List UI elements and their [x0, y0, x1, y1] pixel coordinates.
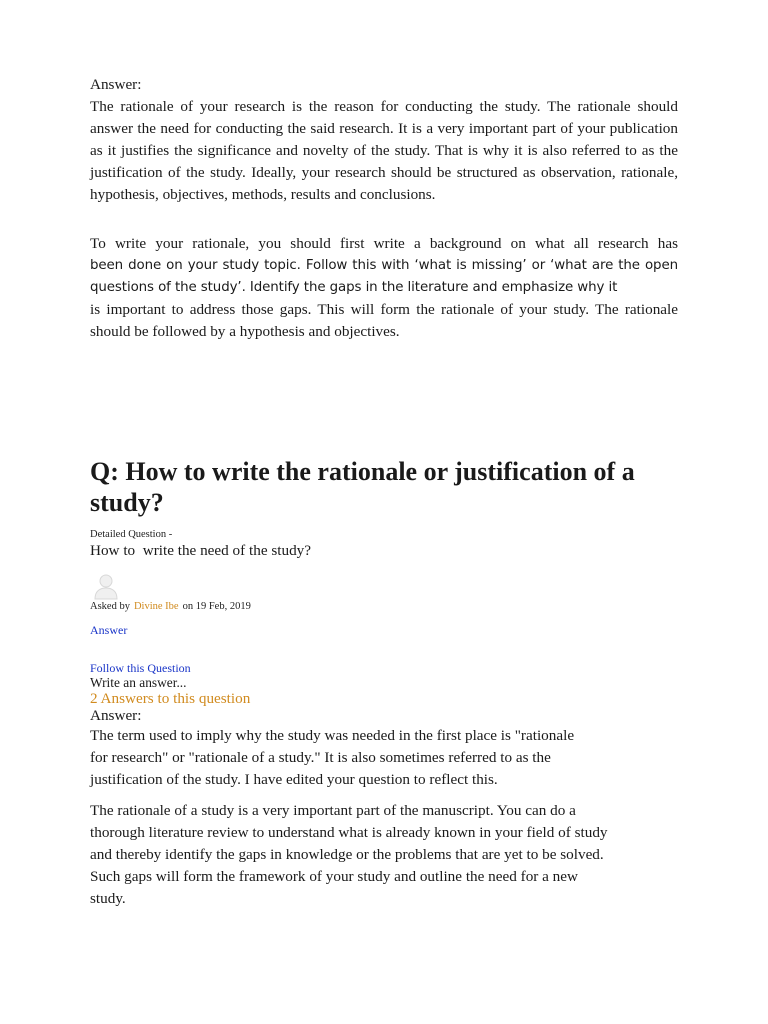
answer-paragraph-1: The rationale of your research is the reason for conducting the study. The rationale should answer the need for conducting the said research. It is a very important part of your publication as it justifies the significance and novelty of the study. That is why it is also referred to as the justification of the study. Ideally, your research should be structured as observation, rationale, hypothesis, objectives, methods, results and conclusions. [90, 98, 678, 203]
follow-question-link[interactable]: Follow this Question [90, 661, 191, 675]
first-answer [90, 74, 678, 206]
author-link[interactable]: Divine Ibe [133, 601, 179, 612]
write-answer-input[interactable]: Write an answer... [90, 675, 187, 690]
answers-count: 2 Answers to this question [90, 690, 251, 707]
asked-by-line [90, 596, 678, 614]
second-answer-paragraph-1 [90, 725, 678, 791]
first-answer-paragraph-2 [90, 233, 678, 343]
second-answer-label-wrap [90, 705, 678, 727]
para2-line-2: thorough literature review to understand what is already known in your field of study [90, 824, 608, 841]
paragraph-2-sans-text: been done on your study topic. Follow this with ‘what is missing’ or ‘what are the open questions of the study’. Identify the gaps in the literature and emphasize why it [90, 258, 678, 295]
answer-link-row [90, 621, 678, 639]
answer-label: Answer: [90, 76, 142, 93]
paragraph-2-line-1: To write your rationale, you should first write a background on what all research has [90, 235, 678, 252]
answer-link[interactable]: Answer [90, 623, 128, 637]
question-actions [90, 661, 678, 707]
para2-line-5: study. [90, 890, 126, 907]
detailed-question-label: Detailed Question - [90, 529, 173, 540]
detailed-question-text: How to write the need of the study? [90, 542, 312, 559]
para2-line-3: and thereby identify the gaps in knowledge or the problems that are yet to be solved. [90, 846, 604, 863]
para1-line-2: for research" or "rationale of a study." It is also sometimes referred to as the [90, 749, 551, 766]
asked-by-prefix: Asked by [90, 601, 130, 612]
second-answer-paragraph-2 [90, 800, 678, 910]
asked-date: on 19 Feb, 2019 [182, 601, 251, 612]
para2-line-4: Such gaps will form the framework of your study and outline the need for a new [90, 868, 578, 885]
para1-line-1: The term used to imply why the study was needed in the first place is "rationale [90, 727, 575, 744]
detailed-question [90, 528, 678, 561]
second-answer-label: Answer: [90, 707, 142, 724]
paragraph-2-rest: is important to address those gaps. This will form the rationale of your study. The rationale should be followed by a hypothesis and objectives. [90, 301, 678, 340]
question-header [90, 456, 678, 518]
para1-line-3: justification of the study. I have edited your question to reflect this. [90, 771, 498, 788]
question-title: Q: How to write the rationale or justification of a study? [90, 457, 635, 517]
para2-line-1: The rationale of a study is a very important part of the manuscript. You can do a [90, 802, 576, 819]
